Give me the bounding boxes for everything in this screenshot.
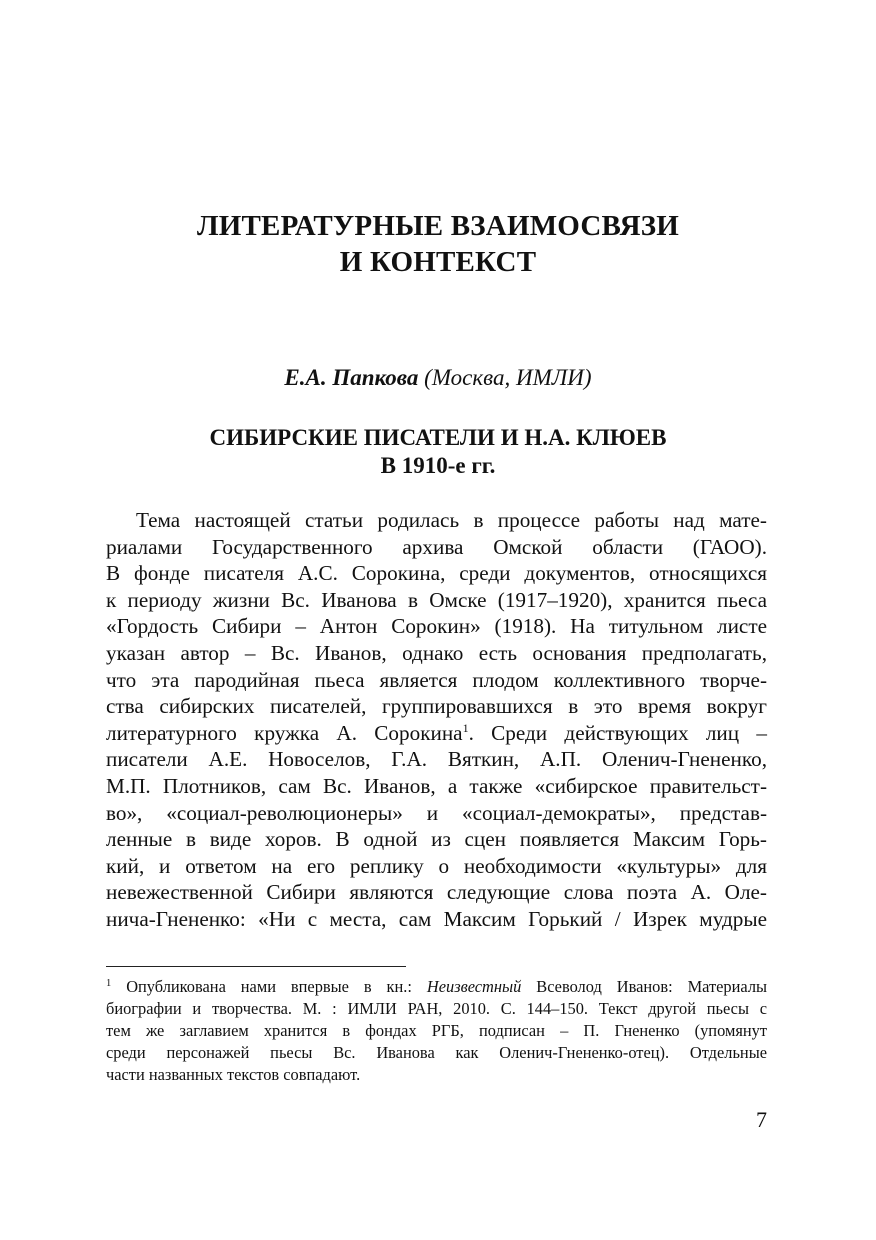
body-line-with-footnote — [106, 720, 767, 747]
footnote-line — [106, 976, 767, 998]
page-number: 7 — [756, 1107, 767, 1132]
footnote — [106, 976, 767, 1086]
body-text — [106, 507, 767, 933]
footnote-italic-text: Неизвестный — [426, 977, 522, 996]
footnote-line: части названных текстов совпадают. — [106, 1065, 361, 1084]
body-line: во», «социал-революционеры» и «социал-демократы», представ- — [106, 800, 767, 825]
body-line: В фонде писателя А.С. Сорокина, среди документов, относящихся — [106, 561, 767, 586]
body-line: М.П. Плотников, сам Вс. Иванов, а также «сибирское правительст- — [106, 773, 767, 798]
body-line: невежественной Сибири являются следующие слова поэта А. Оле- — [106, 880, 767, 905]
footnote-line: среди персонажей пьесы Вс. Иванова как Оленич-Гнененко-отец). Отдельные — [106, 1043, 767, 1062]
section-title-line-1: ЛИТЕРАТУРНЫЕ ВЗАИМОСВЯЗИ — [196, 210, 680, 242]
footnote-reference[interactable]: 1 — [462, 720, 469, 735]
article-title-line-1: СИБИРСКИЕ ПИСАТЕЛИ И Н.А. КЛЮЕВ — [209, 425, 667, 450]
body-line: к периоду жизни Вс. Иванова в Омске (1917–1920), хранится пьеса — [106, 587, 767, 612]
body-line: нича-Гнененко: «Ни с места, сам Максим Горький / Изрек мудрые — [106, 906, 767, 931]
footnote-text: Всеволод Иванов: Материалы — [536, 977, 768, 996]
author-affiliation: (Москва, ИМЛИ) — [424, 365, 592, 390]
article-title — [0, 424, 876, 480]
footnote-line: биографии и творчества. М. : ИМЛИ РАН, 2010. С. 144–150. Текст другой пьесы с — [106, 999, 767, 1018]
body-line: указан автор – Вс. Иванов, однако есть основания предполагать, — [106, 640, 767, 665]
body-line: Тема настоящей статьи родилась в процессе работы над мате- — [136, 508, 767, 532]
footnote-mark: 1 — [106, 978, 112, 989]
section-title — [0, 208, 876, 280]
body-line: кий, и ответом на его реплику о необходимости «культуры» для — [106, 853, 767, 878]
body-line: риалами Государственного архива Омской области (ГАОО). — [106, 534, 767, 559]
author-line — [0, 363, 876, 393]
body-line: «Гордость Сибири – Антон Сорокин» (1918). На титульном листе — [106, 614, 767, 639]
footnote-separator — [106, 966, 406, 967]
body-line: что эта пародийная пьеса является плодом коллективного творче- — [106, 667, 767, 692]
author-name: Е.А. Папкова — [284, 365, 419, 390]
body-line: писатели А.Е. Новоселов, Г.А. Вяткин, А.П. Оленич-Гнененко, — [106, 747, 767, 772]
body-line-tail: . Среди действующих лиц – — [468, 720, 767, 745]
footnote-text: Опубликована нами впервые в кн.: — [126, 977, 412, 996]
body-line: ства сибирских писателей, группировавшихся в это время вокруг — [106, 694, 767, 719]
section-title-line-2: И КОНТЕКСТ — [339, 246, 537, 278]
body-line-text: литературного кружка А. Сорокина — [106, 720, 463, 745]
footnote-line: тем же заглавием хранится в фондах РГБ, подписан – П. Гнененко (упомянут — [106, 1021, 767, 1040]
article-title-line-2: В 1910-е гг. — [380, 453, 496, 478]
body-line: ленные в виде хоров. В одной из сцен появляется Максим Горь- — [106, 827, 767, 852]
